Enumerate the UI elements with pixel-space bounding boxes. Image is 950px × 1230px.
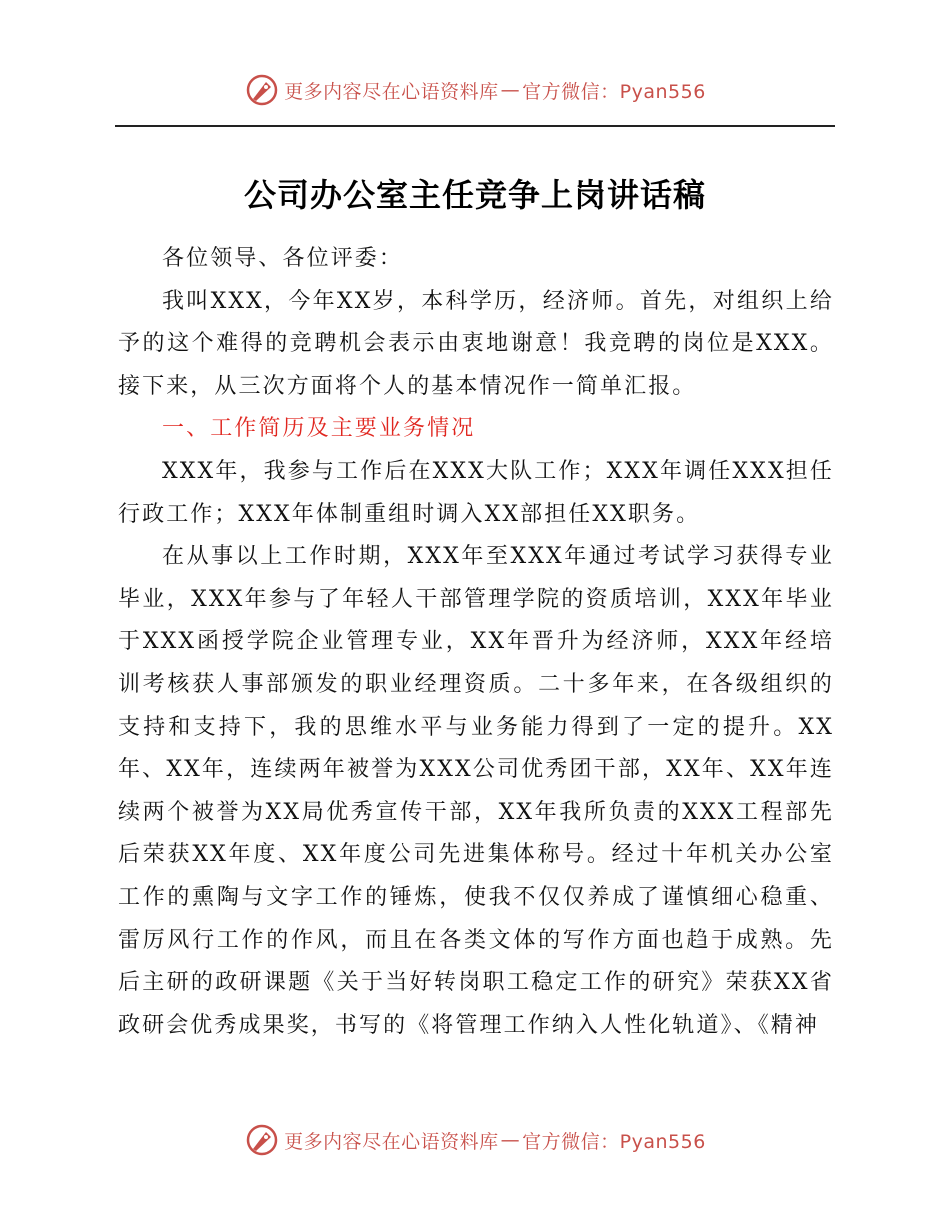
section-heading: 一、工作简历及主要业务情况	[162, 416, 476, 442]
banner-contact: 官方微信：Pyan556	[522, 1130, 706, 1153]
document-body	[118, 238, 834, 1047]
header-banner	[0, 70, 950, 110]
section-paragraph: 在从事以上工作时期，XXX年至XXX年通过考试学习获得专业毕业，XXX年参与了年轻人干部管理学院的资质培训，XXX年毕业于XXX函授学院企业管理专业，XX年晋升为经济师，XXX年经培训考核获人事部颁发的职业经理资质。二十多年来，在各级组织的支持和支持下，我的思维水平与业务能力得到了一定的提升。XX年、XX年，连续两年被誉为XXX公司优秀团干部，XX年、XX年连续两个被誉为XX局优秀宣传干部，XX年我所负责的XXX工程部先后荣获XX年度、XX年度公司先进集体称号。经过十年机关办公室工作的熏陶与文字工作的锤炼，使我不仅仅养成了谨慎细心稳重、雷厉风行工作的作风，而且在各类文体的写作方面也趋于成熟。先后主研的政研课题《关于当好转岗职工稳定工作的研究》荣获XX省政研会优秀成果奖，书写的《将管理工作纳入人性化轨道》、《精神	[118, 544, 834, 1038]
section-paragraph: XXX年，我参与工作后在XXX大队工作；XXX年调任XXX担任行政工作；XXX年体制重组时调入XX部担任XX职务。	[118, 458, 834, 527]
pen-nib-logo-icon	[244, 72, 280, 108]
banner-separator: —	[500, 79, 521, 101]
banner-separator: —	[500, 1129, 521, 1151]
header-divider	[115, 125, 835, 127]
pen-nib-logo-icon	[244, 1122, 280, 1158]
banner-text: 更多内容尽在心语资料库	[284, 1130, 499, 1153]
banner-text: 更多内容尽在心语资料库	[284, 80, 499, 103]
intro-paragraph: 我叫XXX，今年XX岁，本科学历，经济师。首先，对组织上给予的这个难得的竞聘机会表示由衷地谢意！我竞聘的岗位是XXX。接下来，从三次方面将个人的基本情况作一简单汇报。	[118, 288, 834, 399]
document-title: 公司办公室主任竞争上岗讲话稿	[243, 176, 706, 214]
footer-banner	[0, 1120, 950, 1160]
banner-contact: 官方微信：Pyan556	[522, 80, 706, 103]
salutation: 各位领导、各位评委：	[162, 246, 404, 271]
